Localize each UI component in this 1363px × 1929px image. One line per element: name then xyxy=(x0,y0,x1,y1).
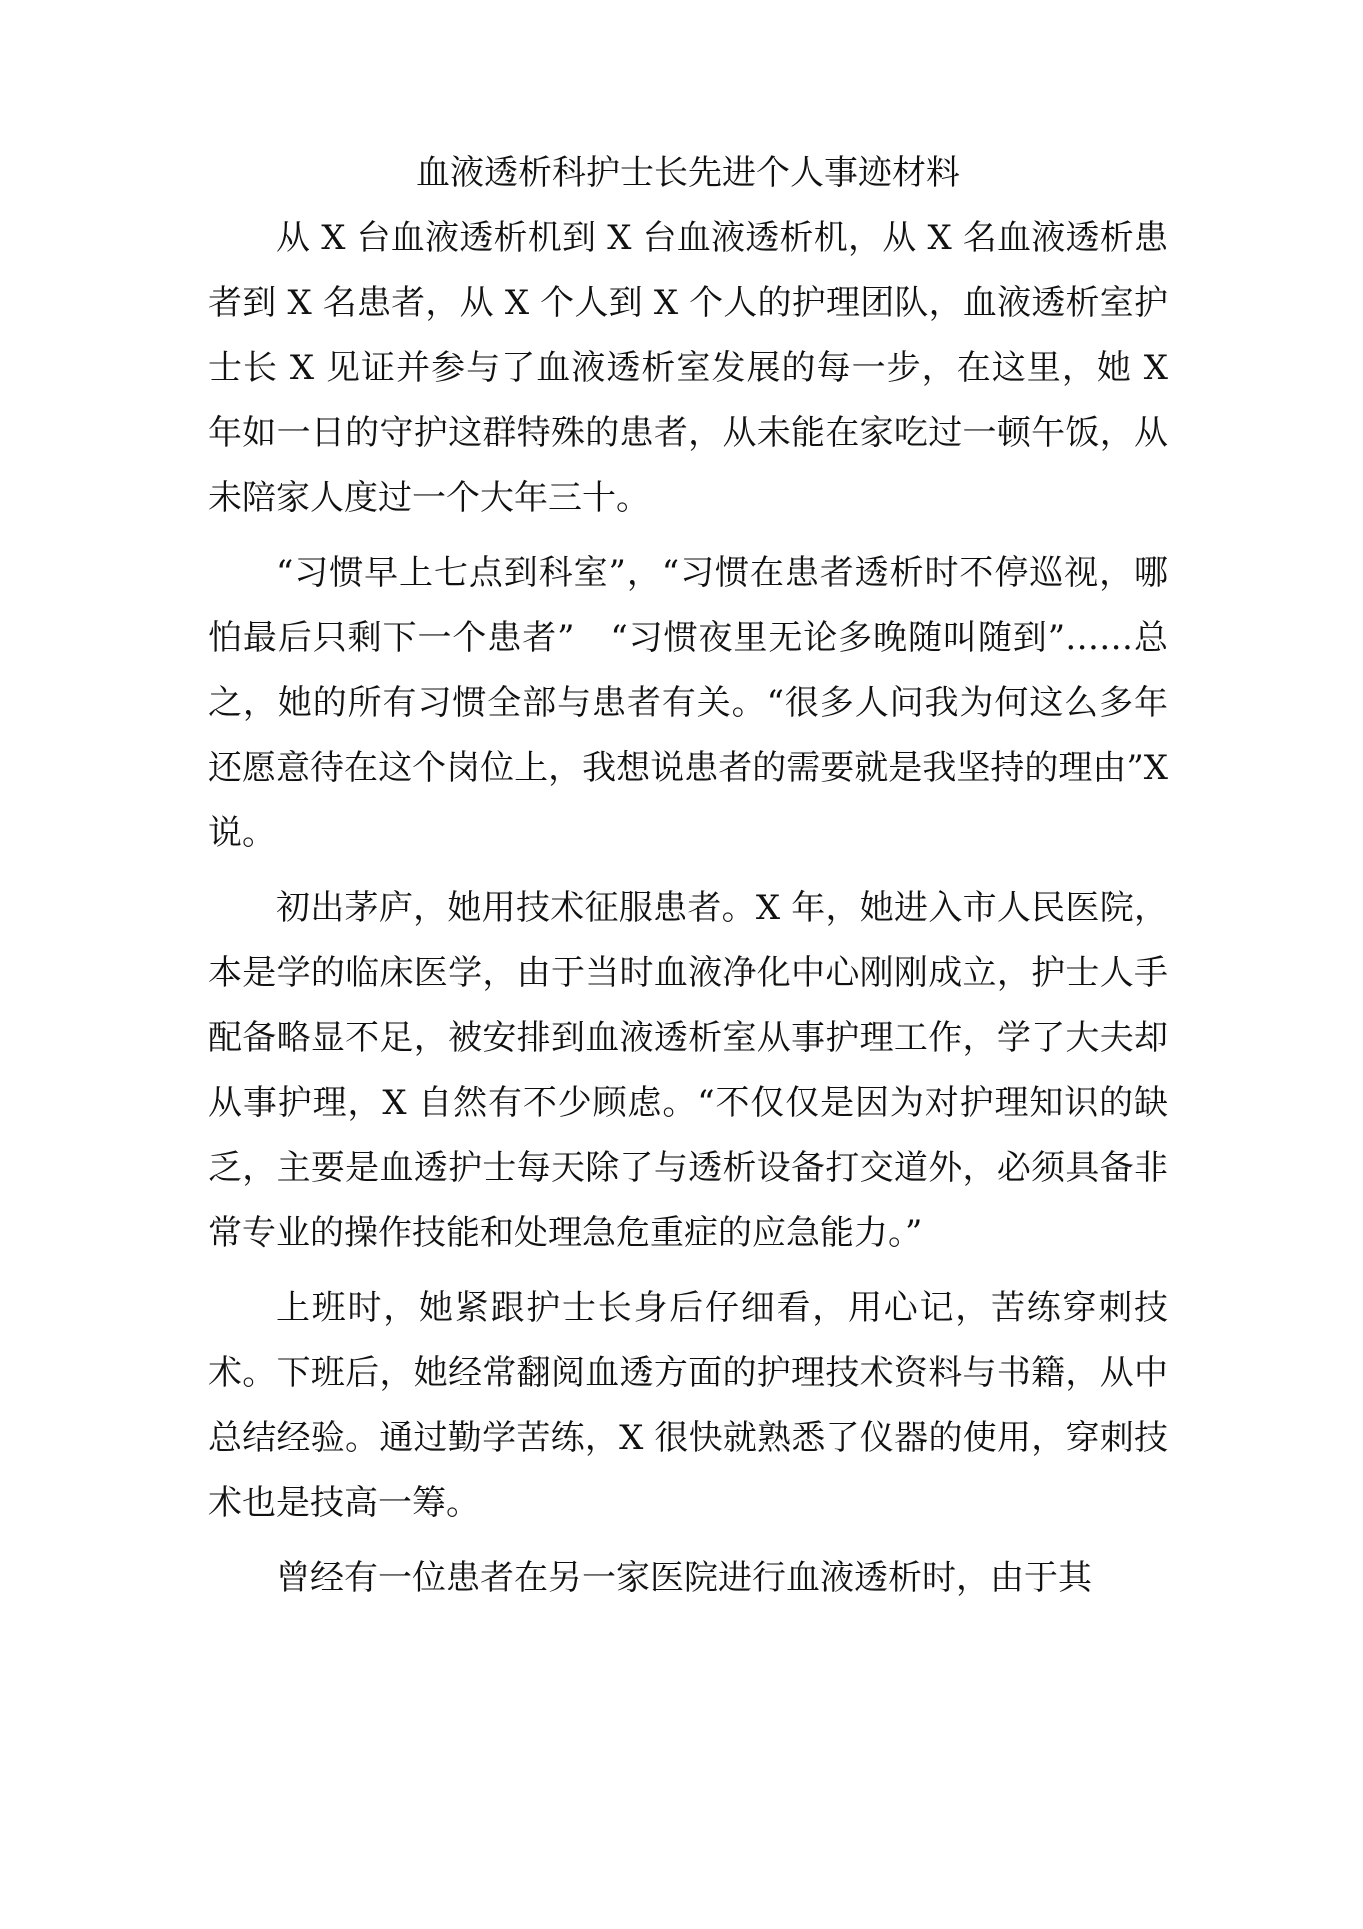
paragraph-3: 初出茅庐，她用技术征服患者。X 年，她进入市人民医院，本是学的临床医学，由于当时血液净化中心刚刚成立，护士人手配备略显不足，被安排到血液透析室从事护理工作，学了大夫却从事护理，X 自然有不少顾虑。“不仅仅是因为对护理知识的缺乏，主要是血透护士每天除了与透析设备打交道外，必须具备非常专业的操作技能和处理急危重症的应急能力。” xyxy=(208,888,1168,1253)
paragraph-5: 曾经有一位患者在另一家医院进行血液透析时，由于其 xyxy=(276,1558,1092,1598)
document-body xyxy=(208,140,1168,1621)
paragraph-4: 上班时，她紧跟护士长身后仔细看，用心记，苦练穿刺技术。下班后，她经常翻阅血透方面的护理技术资料与书籍，从中总结经验。通过勤学苦练，X 很快就熟悉了仪器的使用，穿刺技术也是技高一筹。 xyxy=(208,1288,1168,1523)
document-title: 血液透析科护士长先进个人事迹材料 xyxy=(416,153,960,193)
paragraph-1: 从 X 台血液透析机到 X 台血液透析机，从 X 名血液透析患者到 X 名患者，从 X 个人到 X 个人的护理团队，血液透析室护士长 X 见证并参与了血液透析室发展的每一步，在这里，她 X 年如一日的守护这群特殊的患者，从未能在家吃过一顿午饭，从未陪家人度过一个大年三十。 xyxy=(208,218,1168,518)
paragraph-2: “习惯早上七点到科室”，“习惯在患者透析时不停巡视，哪怕最后只剩下一个患者” “习惯夜里无论多晚随叫随到”……总之，她的所有习惯全部与患者有关。“很多人问我为何这么多年还愿意待在这个岗位上，我想说患者的需要就是我坚持的理由”X 说。 xyxy=(208,553,1168,853)
